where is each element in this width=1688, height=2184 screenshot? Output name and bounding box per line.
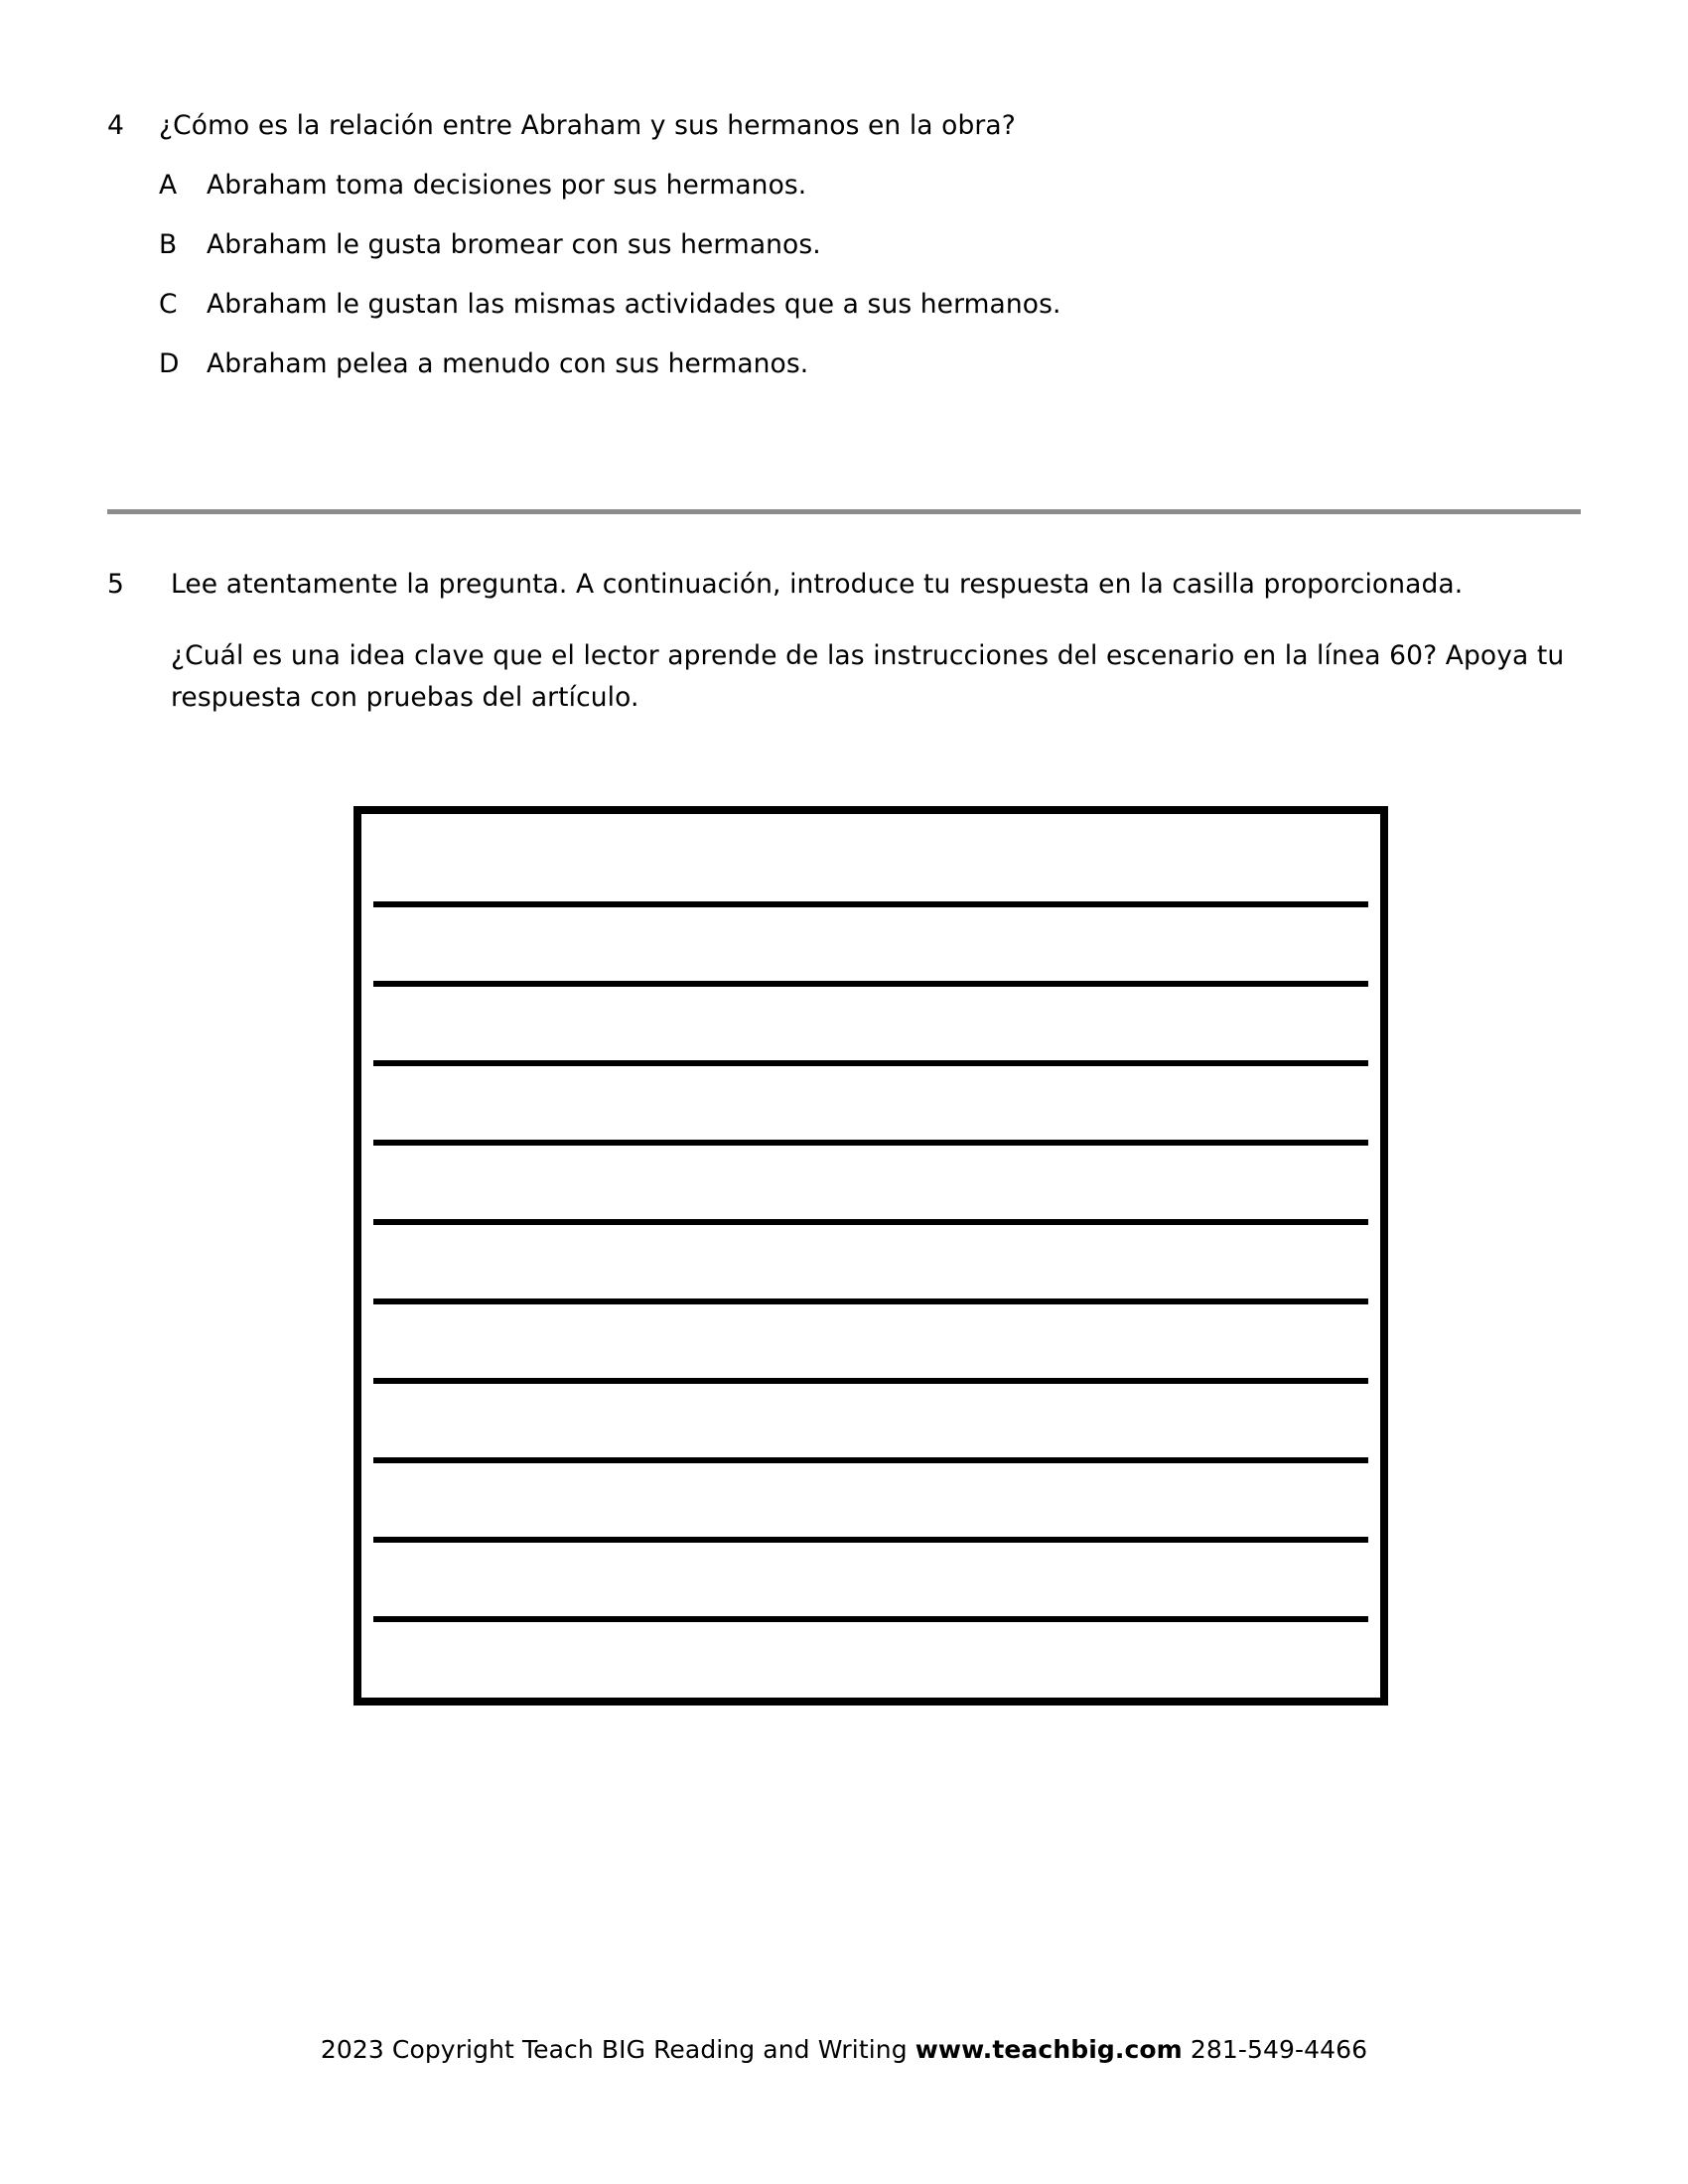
question-5-heading [107,564,1593,719]
answer-rule-line [373,1457,1368,1463]
answer-rule-line [373,981,1368,987]
footer-copyright-prefix: 2023 Copyright Teach BIG Reading and Writing [320,2035,915,2064]
page-footer [0,2031,1688,2069]
option-c-text: Abraham le gustan las mismas actividades que a sus hermanos. [207,289,1061,320]
answer-rule-line [373,1219,1368,1225]
question-5-instruction: Lee atentamente la pregunta. A continuación, introduce tu respuesta en la casilla proporcionada. [171,569,1464,600]
answer-ruled-lines [373,814,1368,1698]
option-b-letter: B [159,229,178,260]
question-4-block [107,107,1587,405]
answer-rule-line [373,1140,1368,1146]
answer-rule-line [373,1060,1368,1066]
option-b-text: Abraham le gusta bromear con sus hermanos. [207,229,821,260]
question-5-block [107,564,1593,719]
option-d-text: Abraham pelea a menudo con sus hermanos. [207,348,809,379]
footer-website: www.teachbig.com [914,2035,1183,2064]
question-4-heading [107,107,1587,145]
answer-rule-line [373,1298,1368,1304]
question-4-number: 4 [107,110,124,141]
option-a-letter: A [159,170,178,201]
answer-rule-line [373,1616,1368,1622]
question-5-body [171,564,1593,719]
question-4-stem: ¿Cómo es la relación entre Abraham y sus hermanos en la obra? [159,110,1016,141]
option-c-letter: C [159,289,178,320]
option-d[interactable] [107,345,1587,383]
option-d-letter: D [159,348,180,379]
question-4-options [107,167,1587,383]
option-a[interactable] [107,167,1587,205]
question-5-number: 5 [107,569,124,600]
footer-phone: 281-549-4466 [1182,2035,1368,2064]
answer-rule-line [373,901,1368,907]
option-b[interactable] [107,226,1587,264]
option-a-text: Abraham toma decisiones por sus hermanos. [207,170,807,201]
answer-rule-line [373,1537,1368,1543]
option-c[interactable] [107,286,1587,324]
answer-response-box[interactable] [353,806,1388,1706]
answer-rule-line [373,1378,1368,1384]
question-5-prompt: ¿Cuál es una idea clave que el lector aprende de las instrucciones del escenario en la línea 60? Apoya tu respuesta con pruebas del artículo. [171,640,1565,713]
section-divider [107,509,1581,514]
